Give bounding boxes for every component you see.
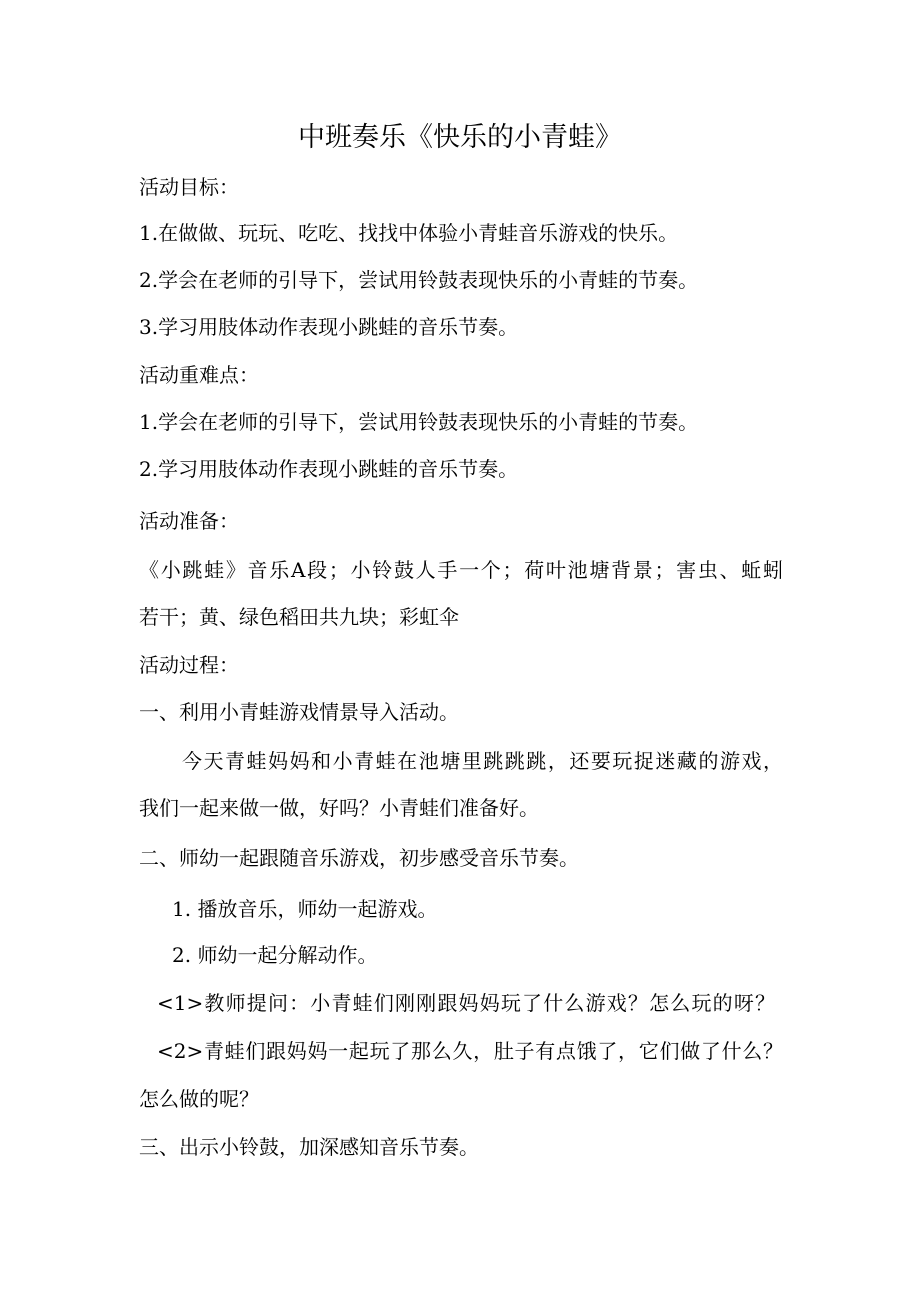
section-heading-process: 活动过程： (139, 653, 239, 677)
teacher-question-1: <1>教师提问：小青蛙们刚刚跟妈妈玩了什么游戏？怎么玩的呀？ (157, 991, 775, 1015)
section-heading-key-points: 活动重难点： (139, 363, 259, 387)
preparation-text: 《小跳蛙》音乐A段；小铃鼓人手一个；荷叶池塘背景；害虫、蚯蚓 (139, 558, 783, 582)
key-point-2: 2.学习用肢体动作表现小跳蛙的音乐节奏。 (139, 457, 519, 481)
process-step-1-heading: 一、利用小青蛙游戏情景导入活动。 (139, 700, 459, 724)
process-step-1-text-cont: 我们一起来做一做，好吗？小青蛙们准备好。 (139, 796, 539, 820)
teacher-question-2: <2>青蛙们跟妈妈一起玩了那么久，肚子有点饿了，它们做了什么？ (157, 1039, 783, 1063)
process-substep-1: 1. 播放音乐，师幼一起游戏。 (172, 897, 438, 921)
teacher-question-2-cont: 怎么做的呢？ (139, 1087, 259, 1111)
process-substep-2: 2. 师幼一起分解动作。 (172, 943, 378, 967)
section-heading-goals: 活动目标： (139, 175, 239, 199)
goal-item-3: 3.学习用肢体动作表现小跳蛙的音乐节奏。 (139, 315, 519, 339)
goal-item-2: 2.学会在老师的引导下，尝试用铃鼓表现快乐的小青蛙的节奏。 (139, 268, 699, 292)
section-heading-preparation: 活动准备： (139, 509, 239, 533)
process-step-1-text: 今天青蛙妈妈和小青蛙在池塘里跳跳跳，还要玩捉迷藏的游戏， (182, 749, 783, 773)
key-point-1: 1.学会在老师的引导下，尝试用铃鼓表现快乐的小青蛙的节奏。 (139, 410, 699, 434)
process-step-2-heading: 二、师幼一起跟随音乐游戏，初步感受音乐节奏。 (139, 846, 579, 870)
document-title: 中班奏乐《快乐的小青蛙》 (298, 122, 622, 153)
process-step-3-heading: 三、出示小铃鼓，加深感知音乐节奏。 (139, 1135, 479, 1159)
goal-item-1: 1.在做做、玩玩、吃吃、找找中体验小青蛙音乐游戏的快乐。 (139, 221, 679, 245)
preparation-text-cont: 若干；黄、绿色稻田共九块；彩虹伞 (139, 605, 459, 629)
